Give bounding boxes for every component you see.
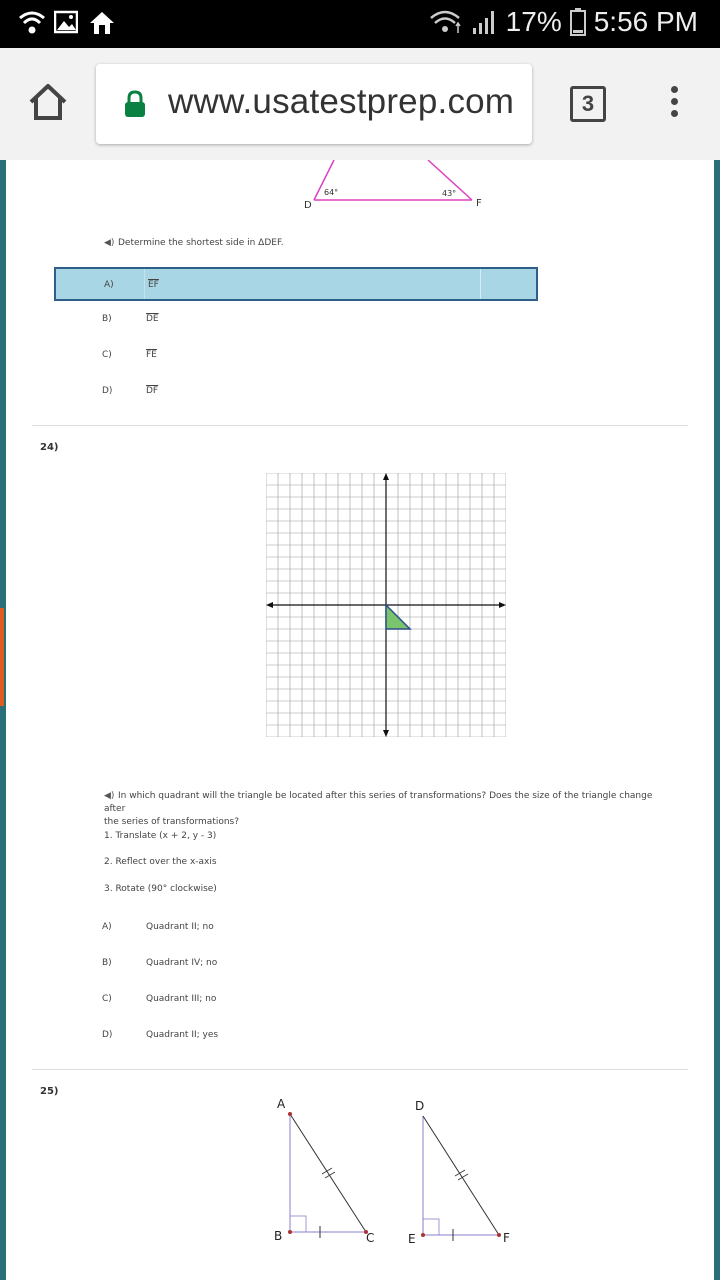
tab-switcher-button[interactable]: 3 bbox=[570, 86, 606, 122]
q24-choice-d[interactable]: D) Quadrant II; yes bbox=[102, 1030, 219, 1040]
status-bar bbox=[0, 0, 720, 48]
image-icon bbox=[54, 10, 78, 34]
coordinate-grid bbox=[266, 473, 506, 737]
wifi-call-icon bbox=[18, 10, 46, 36]
q24-step-1: 1. Translate (x + 2, y - 3) bbox=[104, 831, 217, 841]
x-axis-arrow-right bbox=[499, 602, 506, 608]
lock-icon bbox=[124, 90, 146, 118]
q23-choice-b[interactable]: B) $\overline{DE}$ bbox=[102, 314, 159, 324]
y-axis-arrow-up bbox=[383, 473, 389, 480]
wifi-icon bbox=[430, 9, 464, 35]
q24-step-3: 3. Rotate (90° clockwise) bbox=[104, 884, 217, 894]
browser-toolbar bbox=[0, 48, 720, 160]
page-edge-right bbox=[714, 160, 720, 1280]
divider bbox=[32, 1069, 688, 1070]
battery-percent: 17% bbox=[505, 6, 562, 37]
divider bbox=[32, 425, 688, 426]
q24-number: 24) bbox=[40, 442, 59, 453]
speaker-icon[interactable]: ◀) bbox=[104, 238, 115, 248]
x-axis-arrow-left bbox=[266, 602, 273, 608]
battery-icon bbox=[570, 8, 586, 36]
q25-number: 25) bbox=[40, 1086, 59, 1097]
home-icon[interactable] bbox=[28, 82, 68, 122]
q24-choice-c[interactable]: C) Quadrant III; no bbox=[102, 994, 217, 1004]
triangle-label-f: F bbox=[476, 198, 482, 209]
q23-choice-d[interactable]: D) $\overline{DF}$ bbox=[102, 386, 159, 396]
triangle-angle-d: 64° bbox=[324, 188, 339, 197]
q24-step-2: 2. Reflect over the x-axis bbox=[104, 857, 217, 867]
vertex-f: F bbox=[503, 1231, 510, 1245]
overflow-menu-icon[interactable] bbox=[664, 86, 684, 126]
triangle-def-figure bbox=[290, 160, 500, 212]
side-marker bbox=[0, 608, 4, 706]
page-content bbox=[0, 160, 720, 1280]
q24-choice-a[interactable]: A) Quadrant II; no bbox=[102, 922, 214, 932]
congruent-triangles-figure bbox=[266, 1092, 526, 1252]
page-edge-left bbox=[0, 160, 6, 1280]
triangle-label-d: D bbox=[304, 200, 312, 211]
home-notification-icon bbox=[88, 10, 116, 36]
y-axis-arrow-down bbox=[383, 730, 389, 737]
q23-prompt: ◀) Determine the shortest side in ΔDEF. bbox=[104, 238, 284, 248]
triangle-angle-f: 43° bbox=[442, 189, 457, 198]
speaker-icon[interactable]: ◀) bbox=[104, 791, 115, 801]
q24-choice-b[interactable]: B) Quadrant IV; no bbox=[102, 958, 218, 968]
vertex-e: E bbox=[408, 1232, 416, 1246]
q24-prompt: ◀) In which quadrant will the triangle be located after this series of transformations? Does the size of the triangle change after the series of transformations? bbox=[104, 791, 653, 827]
vertex-d: D bbox=[415, 1099, 425, 1113]
clock: 5:56 PM bbox=[593, 6, 698, 37]
vertex-a: A bbox=[277, 1097, 286, 1111]
vertex-c: C bbox=[366, 1231, 375, 1245]
q23-choice-c[interactable]: C) $\overline{FE}$ bbox=[102, 350, 157, 360]
url-text: www.usatestprep.com bbox=[168, 82, 515, 121]
signal-icon bbox=[472, 9, 498, 35]
vertex-b: B bbox=[274, 1229, 283, 1243]
address-bar[interactable] bbox=[96, 64, 532, 144]
q23-choice-a[interactable]: A) $\overline{EF}$ bbox=[54, 267, 538, 301]
